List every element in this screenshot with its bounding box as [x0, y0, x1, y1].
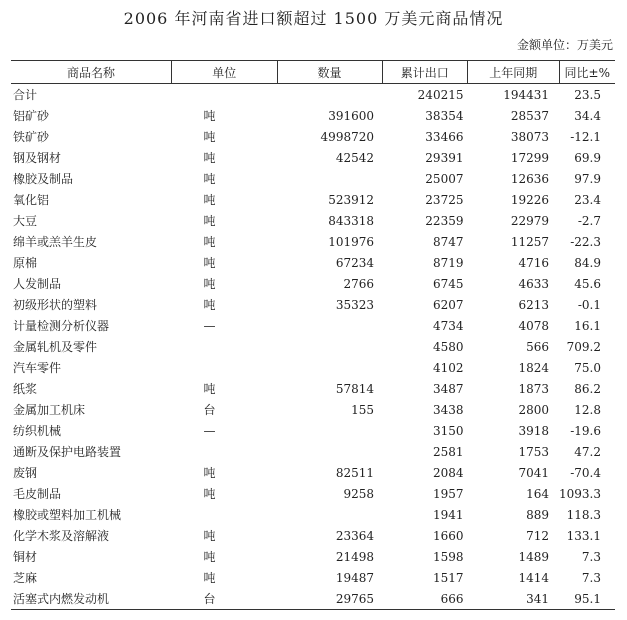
cell-name: 芝麻: [13, 571, 38, 585]
cell-quantity: 67234: [335, 255, 374, 270]
cell-quantity: 155: [351, 402, 374, 417]
cell-unit: 吨: [203, 235, 216, 249]
cell-yoy: -70.4: [570, 465, 601, 480]
cell-unit: 吨: [203, 550, 216, 564]
cell-quantity: [277, 441, 382, 462]
import-table: [11, 60, 615, 610]
col-header-unit: 单位: [171, 61, 277, 84]
cell-cumulative: 1517: [432, 570, 464, 585]
cell-cumulative: 3487: [432, 381, 464, 396]
cell-cumulative: 23725: [425, 192, 464, 207]
table-row: [11, 126, 615, 147]
cell-prev-year: 4716: [518, 255, 549, 270]
cell-quantity: 23364: [335, 528, 374, 543]
cell-yoy: 709.2: [566, 339, 601, 354]
cell-unit: 吨: [203, 466, 216, 480]
cell-yoy: 23.5: [574, 87, 601, 102]
cell-unit: 吨: [203, 193, 216, 207]
cell-cumulative: 6745: [432, 276, 464, 291]
cell-prev-year: 19226: [510, 192, 549, 207]
cell-unit: 吨: [203, 172, 216, 186]
cell-yoy: 7.3: [581, 570, 601, 585]
table-row: [11, 210, 615, 231]
cell-unit: 吨: [203, 529, 216, 543]
cell-yoy: 69.9: [574, 150, 601, 165]
table-row: [11, 420, 615, 441]
cell-cumulative: 2084: [432, 465, 464, 480]
cell-name: 橡胶及制品: [13, 172, 74, 186]
table-row: [11, 84, 615, 106]
cell-yoy: 45.6: [574, 276, 601, 291]
cell-quantity: 843318: [328, 213, 374, 228]
cell-prev-year: 11257: [510, 234, 549, 249]
cell-prev-year: 889: [526, 507, 549, 522]
cell-prev-year: 164: [526, 486, 549, 501]
cell-yoy: 23.4: [574, 192, 601, 207]
cell-yoy: 118.3: [566, 507, 601, 522]
cell-unit: 吨: [203, 487, 216, 501]
cell-quantity: 19487: [335, 570, 374, 585]
cell-unit: 吨: [203, 256, 216, 270]
cell-yoy: -12.1: [570, 129, 601, 144]
table-row: [11, 546, 615, 567]
cell-name: 橡胶或塑料加工机械: [13, 508, 122, 522]
cell-prev-year: 712: [526, 528, 549, 543]
cell-quantity: [277, 504, 382, 525]
table-header: [11, 61, 615, 84]
cell-yoy: 75.0: [574, 360, 601, 375]
cell-name: 计量检测分析仪器: [13, 319, 110, 333]
cell-yoy: -22.3: [570, 234, 601, 249]
cell-quantity: 82511: [335, 465, 374, 480]
cell-quantity: 2766: [343, 276, 374, 291]
unit-note: 金额单位：万美元: [516, 38, 613, 52]
cell-prev-year: 12636: [510, 171, 549, 186]
table-row: [11, 315, 615, 336]
cell-prev-year: 7041: [518, 465, 549, 480]
cell-unit: [171, 336, 277, 357]
cell-quantity: 21498: [335, 549, 374, 564]
cell-name: 废钢: [13, 466, 38, 480]
cell-quantity: 4998720: [320, 129, 374, 144]
cell-quantity: 57814: [335, 381, 374, 396]
cell-yoy: -19.6: [570, 423, 601, 438]
cell-unit: [171, 357, 277, 378]
table-row: [11, 168, 615, 189]
cell-prev-year: 566: [526, 339, 549, 354]
table-row: [11, 483, 615, 504]
table-row: [11, 588, 615, 610]
cell-cumulative: 1941: [432, 507, 464, 522]
cell-cumulative: 38354: [425, 108, 464, 123]
table-row: [11, 441, 615, 462]
table-row: [11, 462, 615, 483]
cell-yoy: 12.8: [574, 402, 601, 417]
cell-quantity: 101976: [328, 234, 374, 249]
cell-prev-year: 28537: [510, 108, 549, 123]
table-row: [11, 567, 615, 588]
cell-name: 汽车零件: [13, 361, 62, 375]
cell-prev-year: 1414: [518, 570, 549, 585]
cell-prev-year: 341: [467, 588, 559, 610]
cell-cumulative: 1957: [432, 486, 464, 501]
cell-cumulative: 2581: [432, 444, 464, 459]
cell-unit: 吨: [203, 130, 216, 144]
cell-unit: —: [203, 423, 216, 438]
cell-quantity: 35323: [335, 297, 374, 312]
cell-name: 大豆: [13, 214, 38, 228]
cell-yoy: 97.9: [574, 171, 601, 186]
cell-cumulative: 4580: [432, 339, 464, 354]
cell-quantity: 42542: [335, 150, 374, 165]
table-row: [11, 525, 615, 546]
cell-prev-year: 1489: [518, 549, 549, 564]
cell-unit: 吨: [203, 298, 216, 312]
cell-quantity: 29765: [277, 588, 382, 610]
cell-name: 活塞式内燃发动机: [11, 588, 171, 610]
cell-cumulative: 6207: [432, 297, 464, 312]
cell-quantity: [277, 336, 382, 357]
cell-unit: [171, 84, 277, 106]
cell-yoy: 16.1: [574, 318, 601, 333]
col-header-prev-year: 上年同期: [467, 61, 559, 84]
table-row: [11, 231, 615, 252]
cell-prev-year: 1873: [518, 381, 549, 396]
cell-prev-year: 38073: [510, 129, 549, 144]
cell-unit: 吨: [203, 277, 216, 291]
cell-unit: 吨: [203, 214, 216, 228]
cell-yoy: -2.7: [577, 213, 601, 228]
cell-cumulative: 33466: [425, 129, 464, 144]
cell-yoy: 84.9: [574, 255, 601, 270]
cell-name: 合计: [13, 88, 38, 102]
cell-name: 通断及保护电路装置: [13, 445, 122, 459]
cell-quantity: [277, 84, 382, 106]
cell-name: 金属加工机床: [13, 403, 86, 417]
col-header-quantity: 数量: [277, 61, 382, 84]
cell-cumulative: 22359: [425, 213, 464, 228]
cell-prev-year: 2800: [518, 402, 549, 417]
cell-cumulative: 4734: [432, 318, 464, 333]
cell-cumulative: 25007: [425, 171, 464, 186]
table-row: [11, 357, 615, 378]
cell-name: 人发制品: [13, 277, 62, 291]
cell-cumulative: 3150: [432, 423, 464, 438]
cell-unit: 台: [171, 588, 277, 610]
cell-cumulative: 8719: [432, 255, 464, 270]
cell-yoy: 7.3: [581, 549, 601, 564]
cell-unit: 吨: [203, 382, 216, 396]
table-row: [11, 504, 615, 525]
table-row: [11, 378, 615, 399]
cell-prev-year: 4078: [518, 318, 549, 333]
table-row: [11, 189, 615, 210]
cell-name: 氧化铝: [13, 193, 50, 207]
cell-unit: 台: [203, 403, 216, 417]
cell-prev-year: 1753: [518, 444, 549, 459]
cell-unit: 吨: [203, 571, 216, 585]
table-row: [11, 105, 615, 126]
cell-cumulative: 1660: [432, 528, 464, 543]
cell-unit: [171, 441, 277, 462]
cell-quantity: [277, 420, 382, 441]
cell-yoy: 1093.3: [559, 486, 601, 501]
cell-name: 金属轧机及零件: [13, 340, 98, 354]
cell-quantity: [277, 168, 382, 189]
cell-yoy: 95.1: [559, 588, 615, 610]
cell-yoy: 86.2: [574, 381, 601, 396]
table-row: [11, 252, 615, 273]
cell-prev-year: 194431: [503, 87, 549, 102]
cell-unit: 吨: [203, 151, 216, 165]
col-header-yoy: 同比±%: [559, 61, 615, 84]
cell-quantity: [277, 315, 382, 336]
cell-prev-year: 3918: [518, 423, 549, 438]
cell-unit: [171, 504, 277, 525]
cell-cumulative: 29391: [425, 150, 464, 165]
cell-yoy: 133.1: [566, 528, 601, 543]
cell-prev-year: 22979: [510, 213, 549, 228]
cell-quantity: 391600: [328, 108, 374, 123]
cell-cumulative: 4102: [432, 360, 464, 375]
cell-yoy: 47.2: [574, 444, 601, 459]
cell-name: 钢及钢材: [13, 151, 62, 165]
cell-name: 铁矿砂: [13, 130, 50, 144]
cell-name: 化学木浆及溶解液: [13, 529, 110, 543]
cell-cumulative: 1598: [432, 549, 464, 564]
cell-name: 铜材: [13, 550, 38, 564]
cell-cumulative: 8747: [432, 234, 464, 249]
cell-unit: —: [203, 318, 216, 333]
cell-yoy: 34.4: [574, 108, 601, 123]
table-row: [11, 147, 615, 168]
cell-name: 初级形状的塑料: [13, 298, 98, 312]
table-row: [11, 294, 615, 315]
col-header-cumulative: 累计出口: [382, 61, 467, 84]
cell-name: 毛皮制品: [13, 487, 62, 501]
col-header-name: 商品名称: [11, 61, 171, 84]
table-body: [11, 84, 615, 610]
cell-prev-year: 4633: [518, 276, 549, 291]
cell-unit: 吨: [203, 109, 216, 123]
header-row: [11, 61, 615, 84]
cell-prev-year: 6213: [518, 297, 549, 312]
cell-quantity: [277, 357, 382, 378]
cell-cumulative: 240215: [417, 87, 464, 102]
table-row: [11, 273, 615, 294]
cell-name: 铝矿砂: [13, 109, 50, 123]
cell-yoy: -0.1: [577, 297, 601, 312]
cell-quantity: 9258: [343, 486, 374, 501]
table-row: [11, 399, 615, 420]
cell-cumulative: 3438: [432, 402, 464, 417]
table-title: 2006 年河南省进口额超过 1500 万美元商品情况: [123, 9, 504, 28]
cell-name: 原棉: [13, 256, 38, 270]
cell-prev-year: 1824: [518, 360, 549, 375]
cell-name: 绵羊或羔羊生皮: [13, 235, 98, 249]
table-row: [11, 336, 615, 357]
cell-name: 纸浆: [13, 382, 38, 396]
cell-cumulative: 666: [382, 588, 467, 610]
cell-quantity: 523912: [328, 192, 374, 207]
cell-prev-year: 17299: [510, 150, 549, 165]
cell-name: 纺织机械: [13, 424, 62, 438]
